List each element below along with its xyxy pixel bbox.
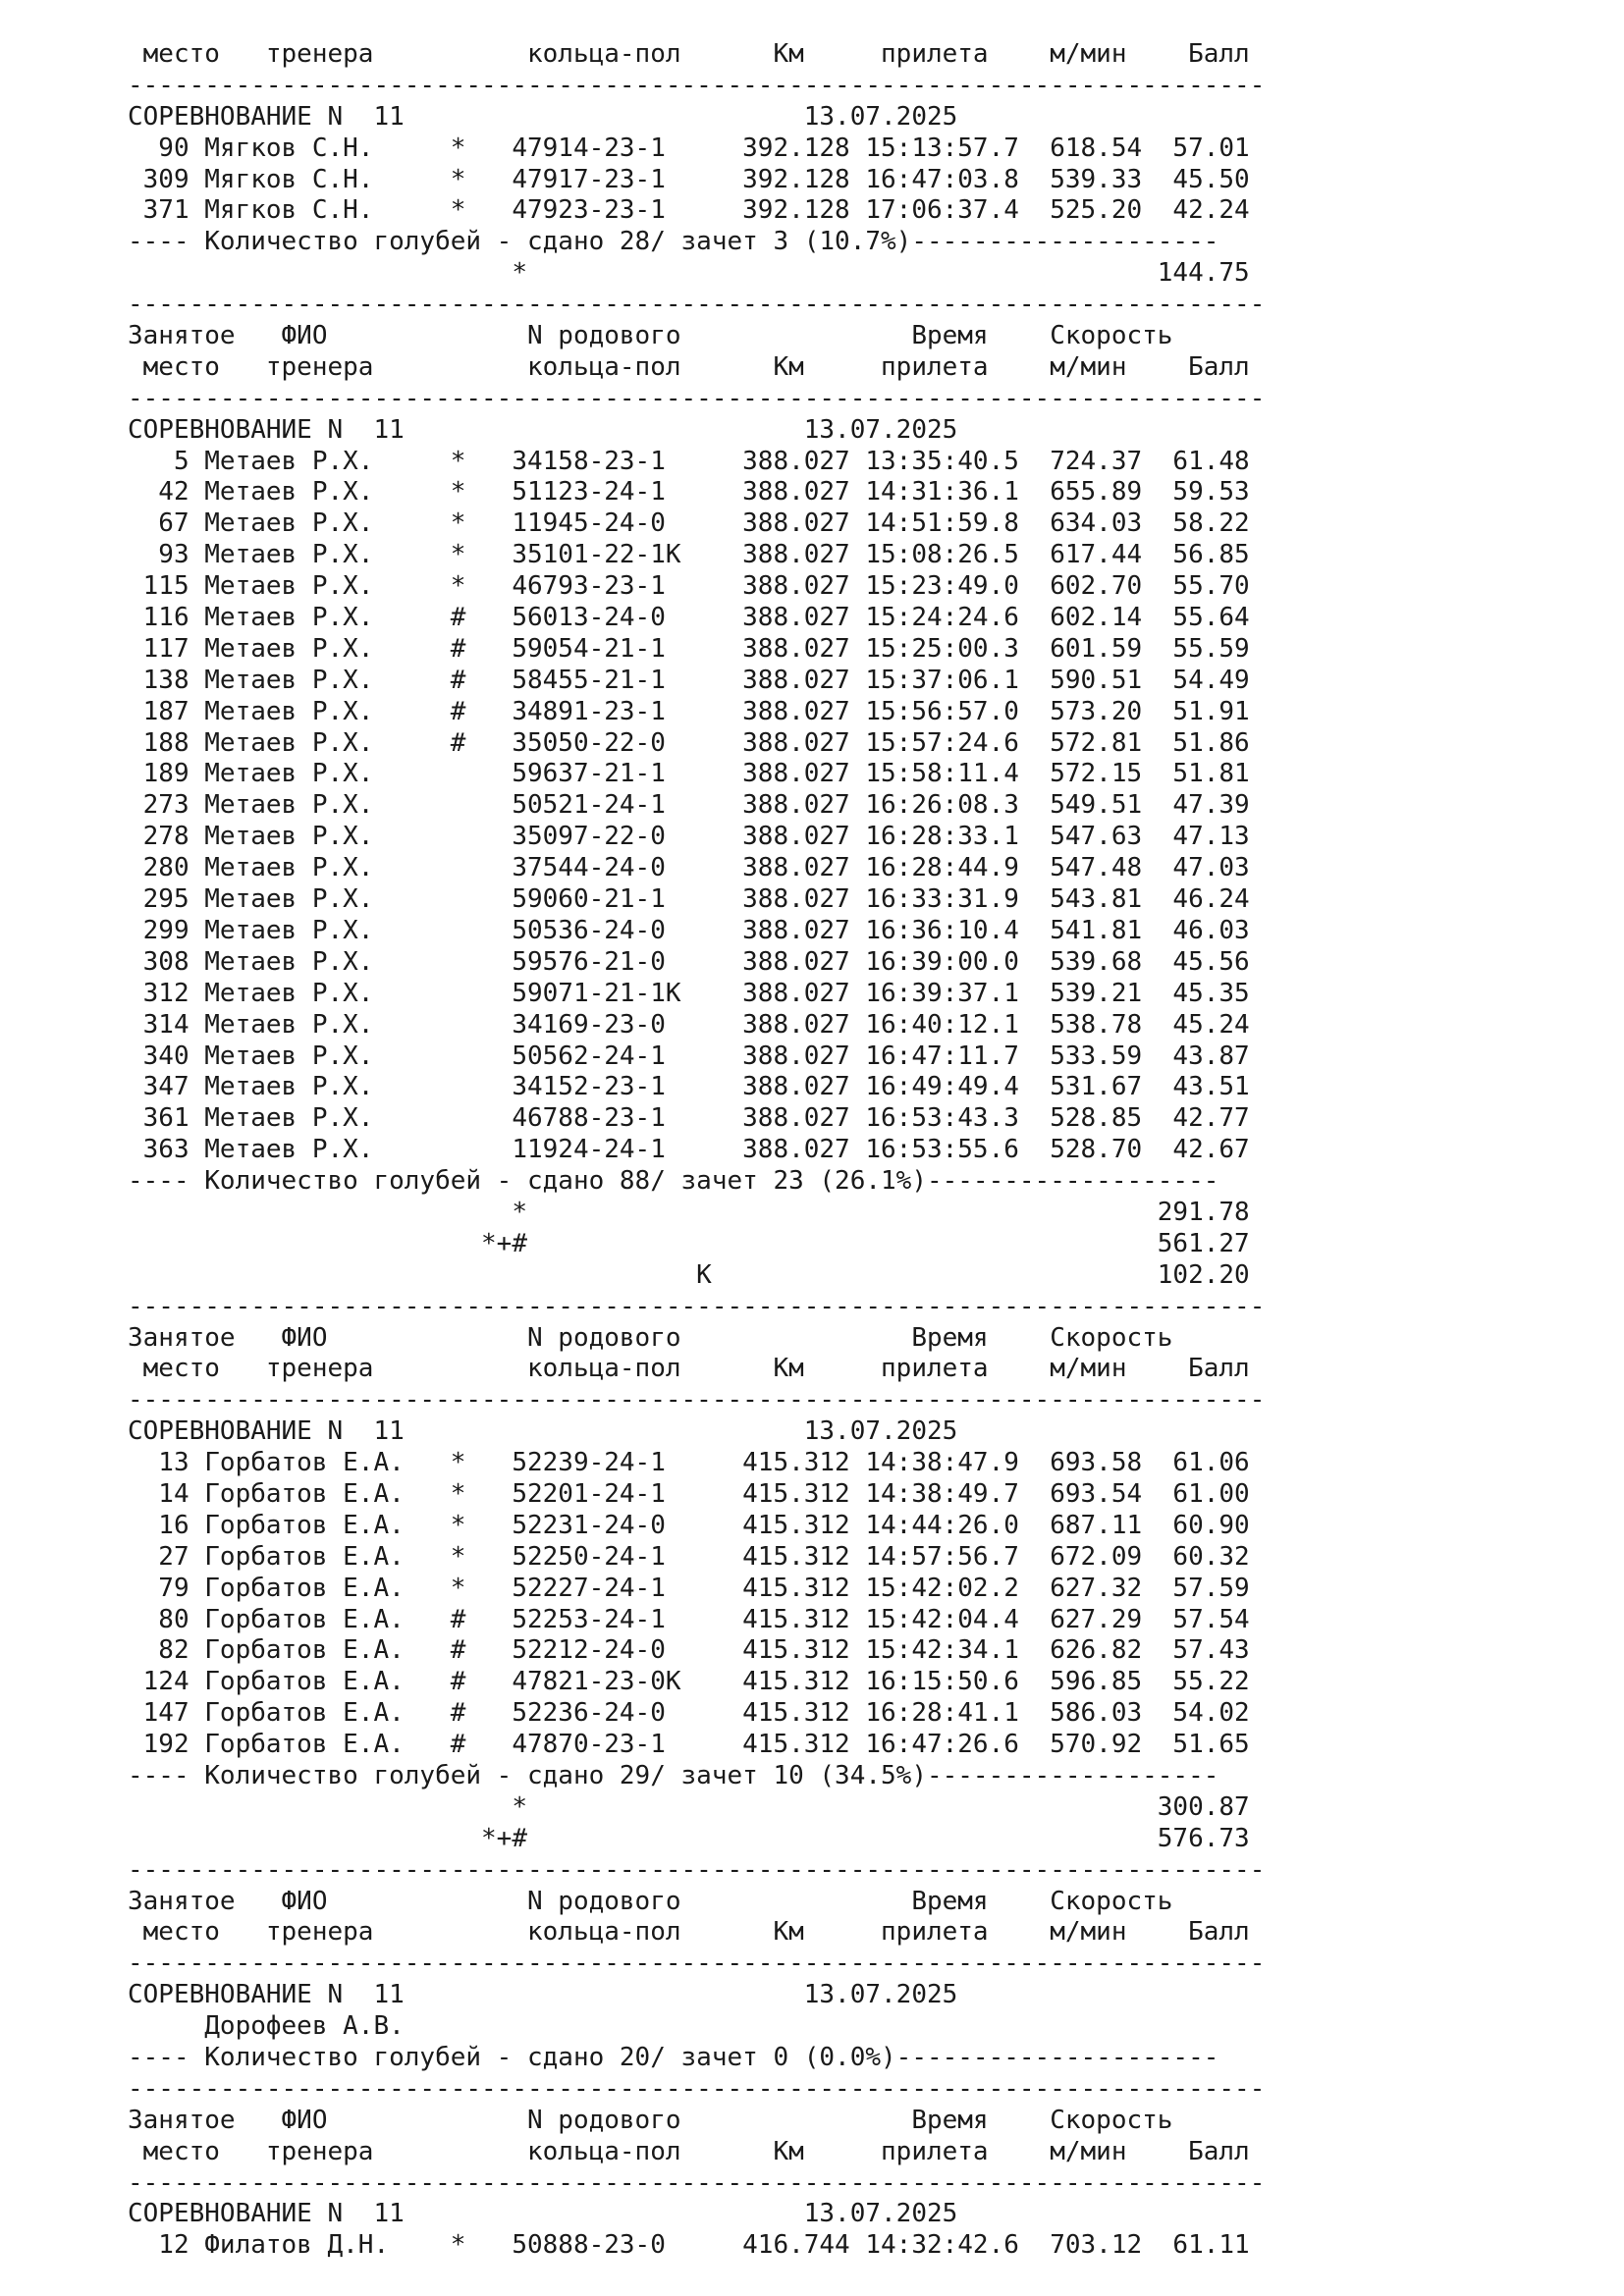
column-header: Занятое ФИО N родового Время Скорость [128, 321, 1173, 351]
result-row: 273 Метаев Р.Х. 50521-24-1 388.027 16:26:08.3 549.51 47.39 [128, 790, 1250, 821]
competition-header: СОРЕВНОВАНИЕ N 11 13.07.2025 [128, 1416, 958, 1447]
result-row: 82 Горбатов Е.А. # 52212-24-0 415.312 15:42:34.1 626.82 57.43 [128, 1635, 1250, 1666]
result-row: 124 Горбатов Е.А. # 47821-23-0К 415.312 16:15:50.6 596.85 55.22 [128, 1667, 1250, 1697]
result-row: 116 Метаев Р.Х. # 56013-24-0 388.027 15:24:24.6 602.14 55.64 [128, 603, 1250, 633]
score-total: *+# 576.73 [128, 1823, 1250, 1853]
separator-line: -------------------------------------------------------------------------- [128, 383, 1266, 413]
result-row: 295 Метаев Р.Х. 59060-21-1 388.027 16:33:31.9 543.81 46.24 [128, 884, 1250, 915]
result-row: 16 Горбатов Е.А. * 52231-24-0 415.312 14:44:26.0 687.11 60.90 [128, 1510, 1250, 1540]
result-row: 188 Метаев Р.Х. # 35050-22-0 388.027 15:57:24.6 572.81 51.86 [128, 727, 1250, 758]
competition-header: СОРЕВНОВАНИЕ N 11 13.07.2025 [128, 414, 958, 445]
result-row: 27 Горбатов Е.А. * 52250-24-1 415.312 14:57:56.7 672.09 60.32 [128, 1541, 1250, 1572]
summary-line: ---- Количество голубей - сдано 29/ зачет 10 (34.5%)------------------- [128, 1760, 1219, 1790]
column-header: Занятое ФИО N родового Время Скорость [128, 1886, 1173, 1916]
result-row: 12 Филатов Д.Н. * 50888-23-0 416.744 14:32:42.6 703.12 61.11 [128, 2230, 1250, 2261]
result-row: 138 Метаев Р.Х. # 58455-21-1 388.027 15:37:06.1 590.51 54.49 [128, 665, 1250, 695]
separator-line: -------------------------------------------------------------------------- [128, 1854, 1266, 1885]
result-row: 147 Горбатов Е.А. # 52236-24-0 415.312 16:28:41.1 586.03 54.02 [128, 1698, 1250, 1729]
result-row: 79 Горбатов Е.А. * 52227-24-1 415.312 15:42:02.2 627.32 57.59 [128, 1573, 1250, 1603]
result-row: 312 Метаев Р.Х. 59071-21-1К 388.027 16:39:37.1 539.21 45.35 [128, 978, 1250, 1008]
competition-header: СОРЕВНОВАНИЕ N 11 13.07.2025 [128, 1980, 958, 2010]
result-row: 14 Горбатов Е.А. * 52201-24-1 415.312 14:38:49.7 693.54 61.00 [128, 1478, 1250, 1509]
result-row: 90 Мягков С.Н. * 47914-23-1 392.128 15:13:57.7 618.54 57.01 [128, 133, 1250, 163]
result-row: 361 Метаев Р.Х. 46788-23-1 388.027 16:53:43.3 528.85 42.77 [128, 1103, 1250, 1134]
result-row: 187 Метаев Р.Х. # 34891-23-1 388.027 15:56:57.0 573.20 51.91 [128, 696, 1250, 726]
separator-line: -------------------------------------------------------------------------- [128, 2073, 1266, 2104]
result-row: 308 Метаев Р.Х. 59576-21-0 388.027 16:39:00.0 539.68 45.56 [128, 946, 1250, 977]
column-header: место тренера кольца-пол Км прилета м/мин Балл [128, 39, 1250, 69]
column-header: место тренера кольца-пол Км прилета м/мин Балл [128, 351, 1250, 382]
score-total: К 102.20 [128, 1259, 1250, 1290]
result-row: 363 Метаев Р.Х. 11924-24-1 388.027 16:53:55.6 528.70 42.67 [128, 1135, 1250, 1165]
summary-line: ---- Количество голубей - сдано 20/ зачет 0 (0.0%)--------------------- [128, 2043, 1219, 2072]
result-row: 278 Метаев Р.Х. 35097-22-0 388.027 16:28:33.1 547.63 47.13 [128, 822, 1250, 852]
score-total: * 144.75 [128, 258, 1250, 289]
result-row: 189 Метаев Р.Х. 59637-21-1 388.027 15:58:11.4 572.15 51.81 [128, 759, 1250, 789]
report-line: Дорофеев А.В. [128, 2011, 405, 2042]
result-row: 309 Мягков С.Н. * 47917-23-1 392.128 16:47:03.8 539.33 45.50 [128, 164, 1250, 194]
separator-line: -------------------------------------------------------------------------- [128, 2167, 1266, 2198]
column-header: место тренера кольца-пол Км прилета м/мин Балл [128, 1917, 1250, 1948]
score-total: *+# 561.27 [128, 1228, 1250, 1258]
column-header: место тренера кольца-пол Км прилета м/мин Балл [128, 1354, 1250, 1384]
summary-line: ---- Количество голубей - сдано 88/ зачет 23 (26.1%)------------------- [128, 1166, 1219, 1197]
summary-line: ---- Количество голубей - сдано 28/ зачет 3 (10.7%)-------------------- [128, 227, 1219, 257]
result-row: 340 Метаев Р.Х. 50562-24-1 388.027 16:47:11.7 533.59 43.87 [128, 1041, 1250, 1071]
results-report [128, 39, 1265, 2262]
result-row: 67 Метаев Р.Х. * 11945-24-0 388.027 14:51:59.8 634.03 58.22 [128, 508, 1250, 539]
separator-line: -------------------------------------------------------------------------- [128, 290, 1266, 320]
competition-header: СОРЕВНОВАНИЕ N 11 13.07.2025 [128, 101, 958, 132]
result-row: 371 Мягков С.Н. * 47923-23-1 392.128 17:06:37.4 525.20 42.24 [128, 195, 1250, 226]
result-row: 115 Метаев Р.Х. * 46793-23-1 388.027 15:23:49.0 602.70 55.70 [128, 571, 1250, 602]
result-row: 42 Метаев Р.Х. * 51123-24-1 388.027 14:31:36.1 655.89 59.53 [128, 477, 1250, 507]
result-row: 347 Метаев Р.Х. 34152-23-1 388.027 16:49:49.4 531.67 43.51 [128, 1072, 1250, 1102]
result-row: 13 Горбатов Е.А. * 52239-24-1 415.312 14:38:47.9 693.58 61.06 [128, 1448, 1250, 1478]
column-header: Занятое ФИО N родового Время Скорость [128, 2105, 1173, 2135]
separator-line: -------------------------------------------------------------------------- [128, 1291, 1266, 1321]
separator-line: -------------------------------------------------------------------------- [128, 70, 1266, 100]
result-row: 192 Горбатов Е.А. # 47870-23-1 415.312 16:47:26.6 570.92 51.65 [128, 1730, 1250, 1760]
result-row: 299 Метаев Р.Х. 50536-24-0 388.027 16:36:10.4 541.81 46.03 [128, 915, 1250, 945]
result-row: 314 Метаев Р.Х. 34169-23-0 388.027 16:40:12.1 538.78 45.24 [128, 1009, 1250, 1040]
separator-line: -------------------------------------------------------------------------- [128, 1949, 1266, 1979]
result-row: 5 Метаев Р.Х. * 34158-23-1 388.027 13:35:40.5 724.37 61.48 [128, 446, 1250, 476]
column-header: Занятое ФИО N родового Время Скорость [128, 1322, 1173, 1353]
result-row: 280 Метаев Р.Х. 37544-24-0 388.027 16:28:44.9 547.48 47.03 [128, 853, 1250, 883]
separator-line: -------------------------------------------------------------------------- [128, 1385, 1266, 1415]
result-row: 117 Метаев Р.Х. # 59054-21-1 388.027 15:25:00.3 601.59 55.59 [128, 633, 1250, 664]
result-row: 80 Горбатов Е.А. # 52253-24-1 415.312 15:42:04.4 627.29 57.54 [128, 1604, 1250, 1634]
score-total: * 291.78 [128, 1197, 1250, 1227]
competition-header: СОРЕВНОВАНИЕ N 11 13.07.2025 [128, 2199, 958, 2229]
column-header: место тренера кольца-пол Км прилета м/мин Балл [128, 2136, 1250, 2166]
result-row: 93 Метаев Р.Х. * 35101-22-1К 388.027 15:08:26.5 617.44 56.85 [128, 540, 1250, 570]
score-total: * 300.87 [128, 1791, 1250, 1822]
